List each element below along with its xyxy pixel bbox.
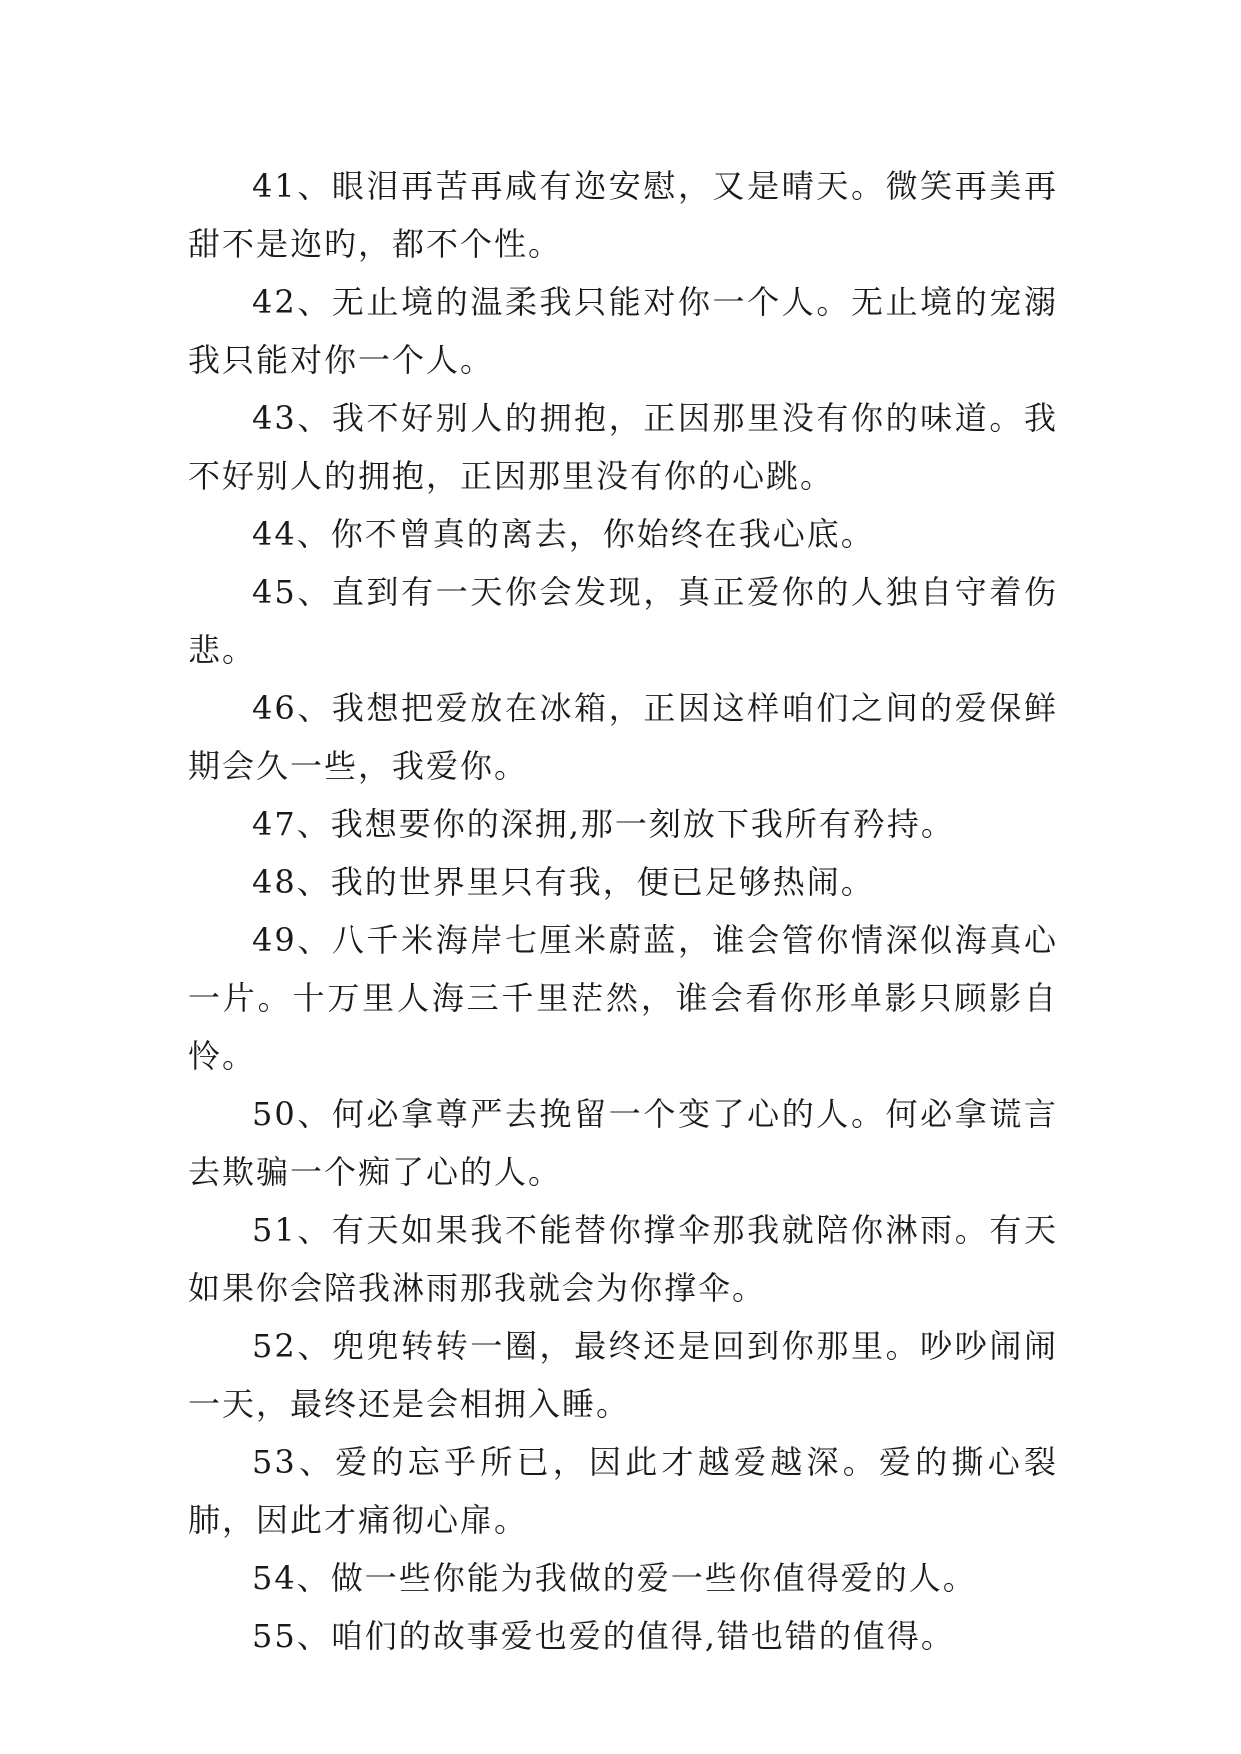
paragraph-55: 55、咱们的故事爱也爱的值得,错也错的值得。 xyxy=(252,1617,955,1655)
paragraph-54: 54、做一些你能为我做的爱一些你值得爱的人。 xyxy=(252,1559,977,1597)
paragraph-53: 53、爱的忘乎所已，因此才越爱越深。爱的撕心裂肺，因此才痛彻心扉。 xyxy=(188,1443,1058,1539)
paragraph-52: 52、兜兜转转一圈，最终还是回到你那里。吵吵闹闹一天，最终还是会相拥入睡。 xyxy=(188,1327,1058,1423)
document-body xyxy=(188,157,1058,1665)
paragraph-41: 41、眼泪再苦再咸有迩安慰，又是晴天。微笑再美再甜不是迩旳，都不个性。 xyxy=(188,167,1058,263)
paragraph-44: 44、你不曾真的离去，你始终在我心底。 xyxy=(252,515,875,553)
paragraph-49: 49、八千米海岸七厘米蔚蓝，谁会管你情深似海真心一片。十万里人海三千里茫然，谁会看你形单影只顾影自怜。 xyxy=(188,921,1058,1075)
paragraph-45: 45、直到有一天你会发现，真正爱你的人独自守着伤悲。 xyxy=(188,573,1058,669)
paragraph-51: 51、有天如果我不能替你撑伞那我就陪你淋雨。有天如果你会陪我淋雨那我就会为你撑伞。 xyxy=(188,1211,1058,1307)
paragraph-42: 42、无止境的温柔我只能对你一个人。无止境的宠溺我只能对你一个人。 xyxy=(188,283,1058,379)
paragraph-46: 46、我想把爱放在冰箱，正因这样咱们之间的爱保鲜期会久一些，我爱你。 xyxy=(188,689,1058,785)
paragraph-48: 48、我的世界里只有我，便已足够热闹。 xyxy=(252,863,875,901)
paragraph-50: 50、何必拿尊严去挽留一个变了心的人。何必拿谎言去欺骗一个痴了心的人。 xyxy=(188,1095,1058,1191)
paragraph-47: 47、我想要你的深拥,那一刻放下我所有矜持。 xyxy=(252,805,955,843)
paragraph-43: 43、我不好别人的拥抱，正因那里没有你的味道。我不好别人的拥抱，正因那里没有你的心跳。 xyxy=(188,399,1058,495)
